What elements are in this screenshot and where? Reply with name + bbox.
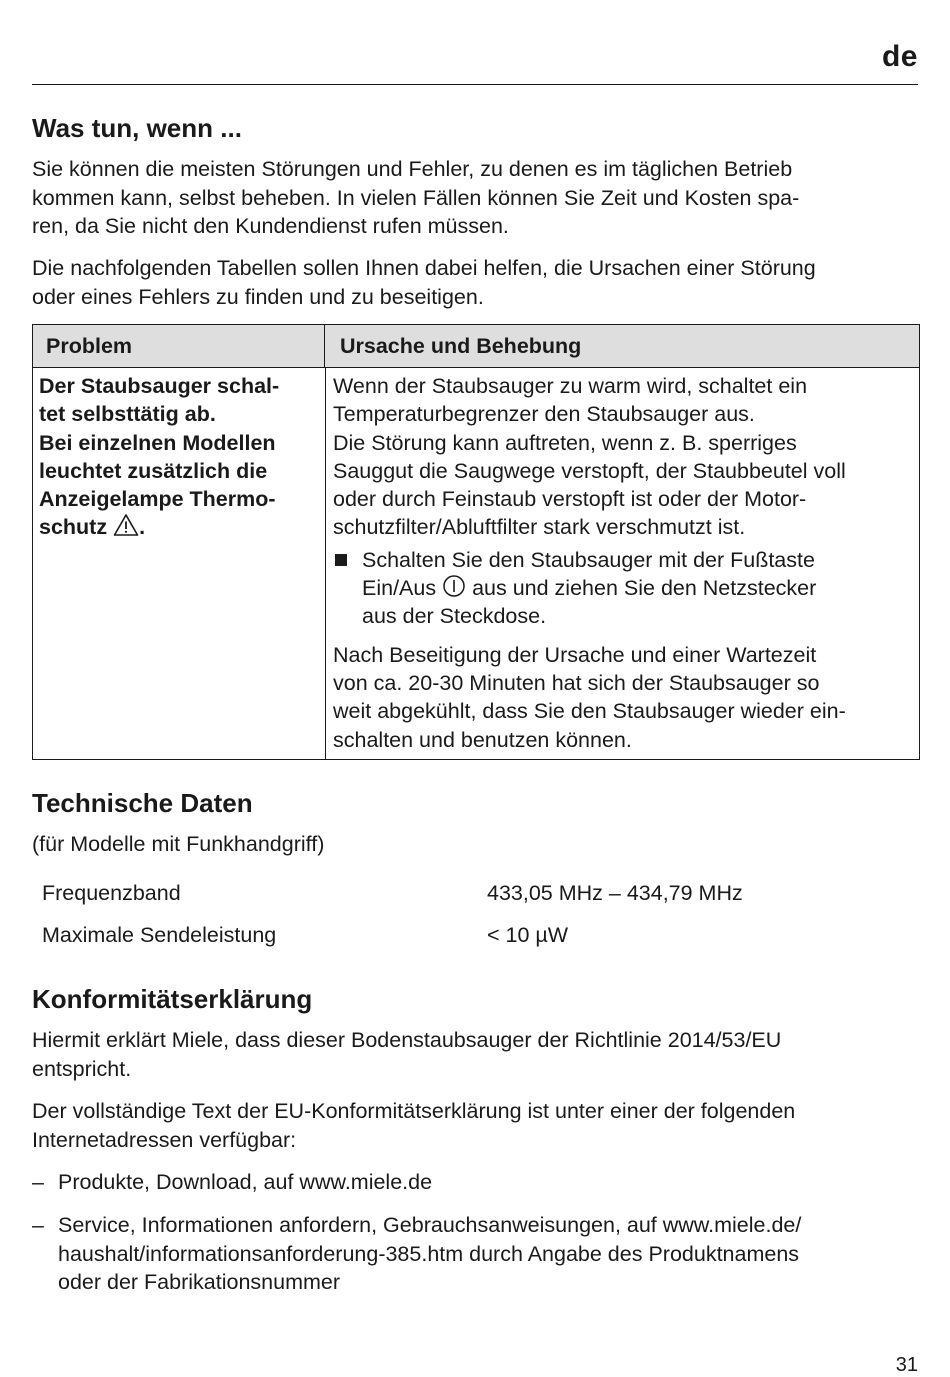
text-line: oder der Fabrikationsnummer [58,1270,341,1294]
text-line: Die nachfolgenden Tabellen sollen Ihnen dabei helfen, die Ursachen einer Störung [32,256,816,280]
spec-value: < 10 µW [487,923,569,947]
bullet-item [333,546,917,631]
spec-label: Frequenzband [42,881,181,905]
text-line: ren, da Sie nicht den Kundendienst rufen müssen. [32,214,509,238]
text-line: weit abgekühlt, dass Sie den Staubsauger wieder ein- [333,699,846,724]
list-item-text [58,1211,801,1297]
text-line: Internetadressen verfügbar: [32,1127,297,1152]
conformity-paragraph-2 [32,1097,922,1154]
spec-label: Maximale Sendeleistung [42,923,277,947]
problem-cell [39,372,319,542]
text-line: Temperaturbegrenzer den Staubsauger aus. [333,402,755,427]
list-dash: – [32,1170,44,1194]
after-paragraph [333,641,917,754]
text-line: Die Störung kann auftreten, wenn z. B. sperriges [333,430,797,455]
text-line [362,574,816,602]
text-line: schalten und benutzen können. [333,727,632,752]
list-dash: – [32,1213,44,1237]
text-span: Ein/Aus [362,576,437,601]
technical-data-subtitle: (für Modelle mit Funkhandgriff) [32,832,325,856]
table-header-cause: Ursache und Behebung [325,325,919,368]
language-code: de [881,40,918,73]
text-line: tet selbsttätig ab. [39,402,216,427]
text-line: Der vollständige Text der EU-Konformitätserklärung ist unter einer der folgenden [32,1099,796,1123]
bullet-text [362,546,816,631]
cause-cell [333,372,917,754]
list-item-text [58,1168,432,1197]
section-title-technical-data: Technische Daten [32,788,253,818]
text-line: Anzeigelampe Thermo- [39,487,276,512]
spec-value: 433,05 MHz – 434,79 MHz [487,881,743,905]
text-line: Nach Beseitigung der Ursache und einer Wartezeit [333,642,817,667]
text-span: schutz [39,515,108,540]
square-bullet-icon [335,554,347,566]
intro-paragraph-1 [32,155,922,241]
conformity-paragraph-1 [32,1026,922,1083]
table-column-divider [325,368,326,759]
text-line: haushalt/informationsanforderung-385.htm durch Angabe des Produktnamens [58,1241,800,1266]
text-span: aus und ziehen Sie den Netzstecker [472,576,817,601]
text-line: Service, Informationen anfordern, Gebrauchsanweisungen, auf www.miele.de/ [58,1213,802,1237]
table-header-problem: Problem [33,325,325,368]
text-line: Bei einzelnen Modellen [39,430,276,455]
text-line: oder eines Fehlers zu finden und zu beseitigen. [32,284,484,309]
page-number: 31 [895,1354,918,1376]
text-line: schutzfilter/Abluftfilter stark verschmutzt ist. [333,515,746,540]
text-line: Der Staubsauger schal- [39,374,280,398]
header-rule [32,84,918,85]
text-line: Wenn der Staubsauger zu warm wird, schaltet ein [333,374,808,398]
text-line: oder durch Feinstaub verstopft ist oder der Motor- [333,487,807,512]
text-line: aus der Steckdose. [362,604,547,629]
section-title-troubleshooting: Was tun, wenn ... [32,113,242,143]
text-line: von ca. 20-30 Minuten hat sich der Staubsauger so [333,670,820,695]
list-item [32,1211,912,1297]
text-line: Produkte, Download, auf www.miele.de [58,1170,433,1194]
power-button-icon [442,574,466,598]
warning-triangle-icon [113,513,139,537]
text-line: leuchtet zusätzlich die [39,458,268,483]
text-line: Schalten Sie den Staubsauger mit der Fußtaste [362,547,815,572]
text-line: Sauggut die Saugwege verstopft, der Staubbeutel voll [333,458,846,483]
text-line: entspricht. [32,1056,132,1081]
section-title-conformity: Konformitätserklärung [32,984,313,1014]
text-line: Hiermit erklärt Miele, dass dieser Bodenstaubsauger der Richtlinie 2014/53/EU [32,1028,782,1052]
intro-paragraph-2 [32,254,922,311]
list-item [32,1168,912,1197]
troubleshooting-table [32,324,920,760]
text-line: kommen kann, selbst beheben. In vielen Fällen können Sie Zeit und Kosten spa- [32,185,800,210]
text-span: . [139,515,146,540]
text-line: Sie können die meisten Störungen und Fehler, zu denen es im täglichen Betrieb [32,157,793,181]
text-line [39,513,319,541]
